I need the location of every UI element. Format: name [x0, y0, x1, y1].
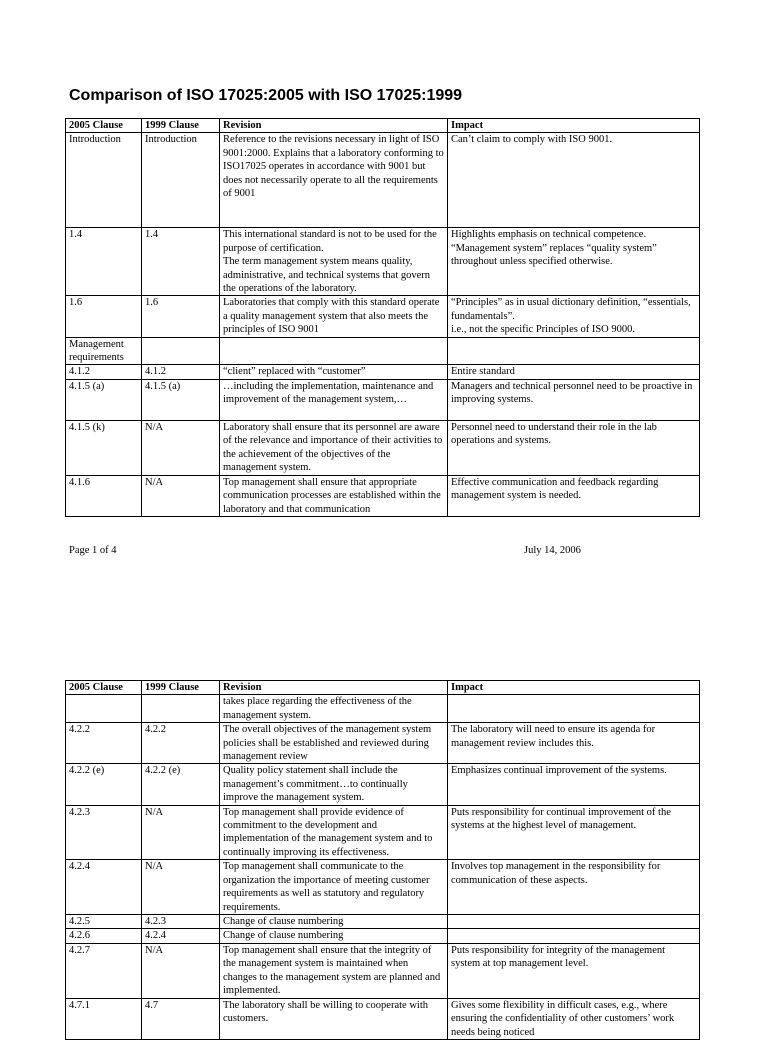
- impact-cell: Emphasizes continual improvement of the systems.: [448, 764, 700, 805]
- impact-cell: [448, 929, 700, 943]
- clause-1999-cell: N/A: [142, 475, 220, 516]
- impact-cell: [448, 695, 700, 723]
- impact-cell: [448, 337, 700, 365]
- impact-cell: Entire standard: [448, 365, 700, 379]
- revision-cell: takes place regarding the effectiveness of the management system.: [220, 695, 448, 723]
- page-number: Page 1 of 4: [69, 545, 117, 556]
- clause-2005-cell: 4.1.5 (k): [66, 420, 142, 475]
- table-row: [66, 860, 700, 915]
- impact-cell: Involves top management in the responsibility for communication of these aspects.: [448, 860, 700, 915]
- clause-1999-cell: 4.2.2 (e): [142, 764, 220, 805]
- header-1999-clause: 1999 Clause: [142, 681, 220, 695]
- revision-cell: Change of clause numbering: [220, 914, 448, 928]
- clause-2005-cell: [66, 695, 142, 723]
- clause-2005-cell: Introduction: [66, 133, 142, 228]
- table-row: [66, 695, 700, 723]
- clause-2005-cell: 4.1.5 (a): [66, 379, 142, 420]
- impact-cell: Gives some flexibility in difficult cases, e.g., where ensuring the confidentiality of other customers’ work needs being noticed: [448, 998, 700, 1039]
- clause-2005-cell: 4.7.1: [66, 998, 142, 1039]
- table-row: [66, 420, 700, 475]
- clause-2005-cell: 4.2.6: [66, 929, 142, 943]
- table-row: [66, 998, 700, 1039]
- revision-cell: Change of clause numbering: [220, 929, 448, 943]
- page-title: Comparison of ISO 17025:2005 with ISO 17025:1999: [69, 87, 463, 104]
- header-revision: Revision: [220, 119, 448, 133]
- clause-2005-cell: Management requirements: [66, 337, 142, 365]
- page-date: July 14, 2006: [524, 545, 581, 556]
- table-row: [66, 943, 700, 998]
- table-row: [66, 379, 700, 420]
- revision-cell: Top management shall communicate to the organization the importance of meeting customer requirements as well as statutory and regulatory requirements.: [220, 860, 448, 915]
- table-row: [66, 337, 700, 365]
- revision-cell: The laboratory shall be willing to cooperate with customers.: [220, 998, 448, 1039]
- clause-1999-cell: 4.2.3: [142, 914, 220, 928]
- header-revision: Revision: [220, 681, 448, 695]
- comparison-table-page-2: [65, 680, 700, 1040]
- impact-cell: Effective communication and feedback regarding management system is needed.: [448, 475, 700, 516]
- revision-cell: Top management shall provide evidence of commitment to the development and implementation of the management system and to continually improving its effectiveness.: [220, 805, 448, 860]
- clause-1999-cell: [142, 337, 220, 365]
- revision-cell: [220, 337, 448, 365]
- clause-1999-cell: N/A: [142, 420, 220, 475]
- impact-cell: The laboratory will need to ensure its agenda for management review includes this.: [448, 723, 700, 764]
- table-header-row: [66, 119, 700, 133]
- revision-cell: Laboratories that comply with this standard operate a quality management system that also meets the principles of ISO 9001: [220, 296, 448, 337]
- clause-1999-cell: [142, 695, 220, 723]
- comparison-table-page-1: [65, 118, 700, 517]
- clause-2005-cell: 4.2.7: [66, 943, 142, 998]
- clause-1999-cell: 4.2.2: [142, 723, 220, 764]
- revision-cell: This international standard is not to be used for the purpose of certification. The term management system means quality, administrative, and technical systems that govern the operations of the laboratory.: [220, 228, 448, 296]
- revision-cell: Laboratory shall ensure that its personnel are aware of the relevance and importance of their activities to the achievement of the objectives of the management system.: [220, 420, 448, 475]
- revision-cell: Reference to the revisions necessary in light of ISO 9001:2000. Explains that a laboratory conforming to ISO17025 operates in accordance with 9001 but does not necessarily operate to all the requirements of 9001: [220, 133, 448, 228]
- clause-1999-cell: N/A: [142, 805, 220, 860]
- table-row: [66, 764, 700, 805]
- revision-cell: The overall objectives of the management system policies shall be established and reviewed during management review: [220, 723, 448, 764]
- impact-cell: Personnel need to understand their role in the lab operations and systems.: [448, 420, 700, 475]
- impact-cell: [448, 914, 700, 928]
- impact-cell: Highlights emphasis on technical competence. “Management system” replaces “quality system” throughout unless specified otherwise.: [448, 228, 700, 296]
- clause-2005-cell: 4.2.2: [66, 723, 142, 764]
- clause-2005-cell: 4.2.3: [66, 805, 142, 860]
- clause-2005-cell: 4.2.5: [66, 914, 142, 928]
- table-row: [66, 475, 700, 516]
- clause-1999-cell: 1.4: [142, 228, 220, 296]
- impact-cell: Puts responsibility for integrity of the management system at top management level.: [448, 943, 700, 998]
- clause-1999-cell: N/A: [142, 943, 220, 998]
- clause-1999-cell: N/A: [142, 860, 220, 915]
- table-row: [66, 723, 700, 764]
- table-header-row: [66, 681, 700, 695]
- table-row: [66, 133, 700, 228]
- impact-cell: Can’t claim to comply with ISO 9001.: [448, 133, 700, 228]
- header-impact: Impact: [448, 681, 700, 695]
- clause-1999-cell: Introduction: [142, 133, 220, 228]
- table-row: [66, 365, 700, 379]
- impact-cell: Puts responsibility for continual improvement of the systems at the highest level of management.: [448, 805, 700, 860]
- header-1999-clause: 1999 Clause: [142, 119, 220, 133]
- clause-2005-cell: 1.4: [66, 228, 142, 296]
- revision-cell: Quality policy statement shall include the management’s commitment…to continually improve the management system.: [220, 764, 448, 805]
- impact-cell: “Principles” as in usual dictionary definition, “essentials, fundamentals”. i.e., not the specific Principles of ISO 9000.: [448, 296, 700, 337]
- clause-1999-cell: 4.1.2: [142, 365, 220, 379]
- revision-cell: …including the implementation, maintenance and improvement of the management system,…: [220, 379, 448, 420]
- header-2005-clause: 2005 Clause: [66, 681, 142, 695]
- clause-2005-cell: 1.6: [66, 296, 142, 337]
- clause-1999-cell: 4.2.4: [142, 929, 220, 943]
- clause-2005-cell: 4.1.6: [66, 475, 142, 516]
- clause-2005-cell: 4.1.2: [66, 365, 142, 379]
- revision-cell: “client” replaced with “customer”: [220, 365, 448, 379]
- table-row: [66, 228, 700, 296]
- header-impact: Impact: [448, 119, 700, 133]
- table-row: [66, 805, 700, 860]
- clause-1999-cell: 4.1.5 (a): [142, 379, 220, 420]
- revision-cell: Top management shall ensure that the integrity of the management system is maintained when changes to the management system are planned and implemented.: [220, 943, 448, 998]
- clause-1999-cell: 4.7: [142, 998, 220, 1039]
- clause-2005-cell: 4.2.4: [66, 860, 142, 915]
- impact-cell: Managers and technical personnel need to be proactive in improving systems.: [448, 379, 700, 420]
- clause-2005-cell: 4.2.2 (e): [66, 764, 142, 805]
- header-2005-clause: 2005 Clause: [66, 119, 142, 133]
- table-row: [66, 296, 700, 337]
- table-row: [66, 914, 700, 928]
- revision-cell: Top management shall ensure that appropriate communication processes are established within the laboratory and that communication: [220, 475, 448, 516]
- table-row: [66, 929, 700, 943]
- clause-1999-cell: 1.6: [142, 296, 220, 337]
